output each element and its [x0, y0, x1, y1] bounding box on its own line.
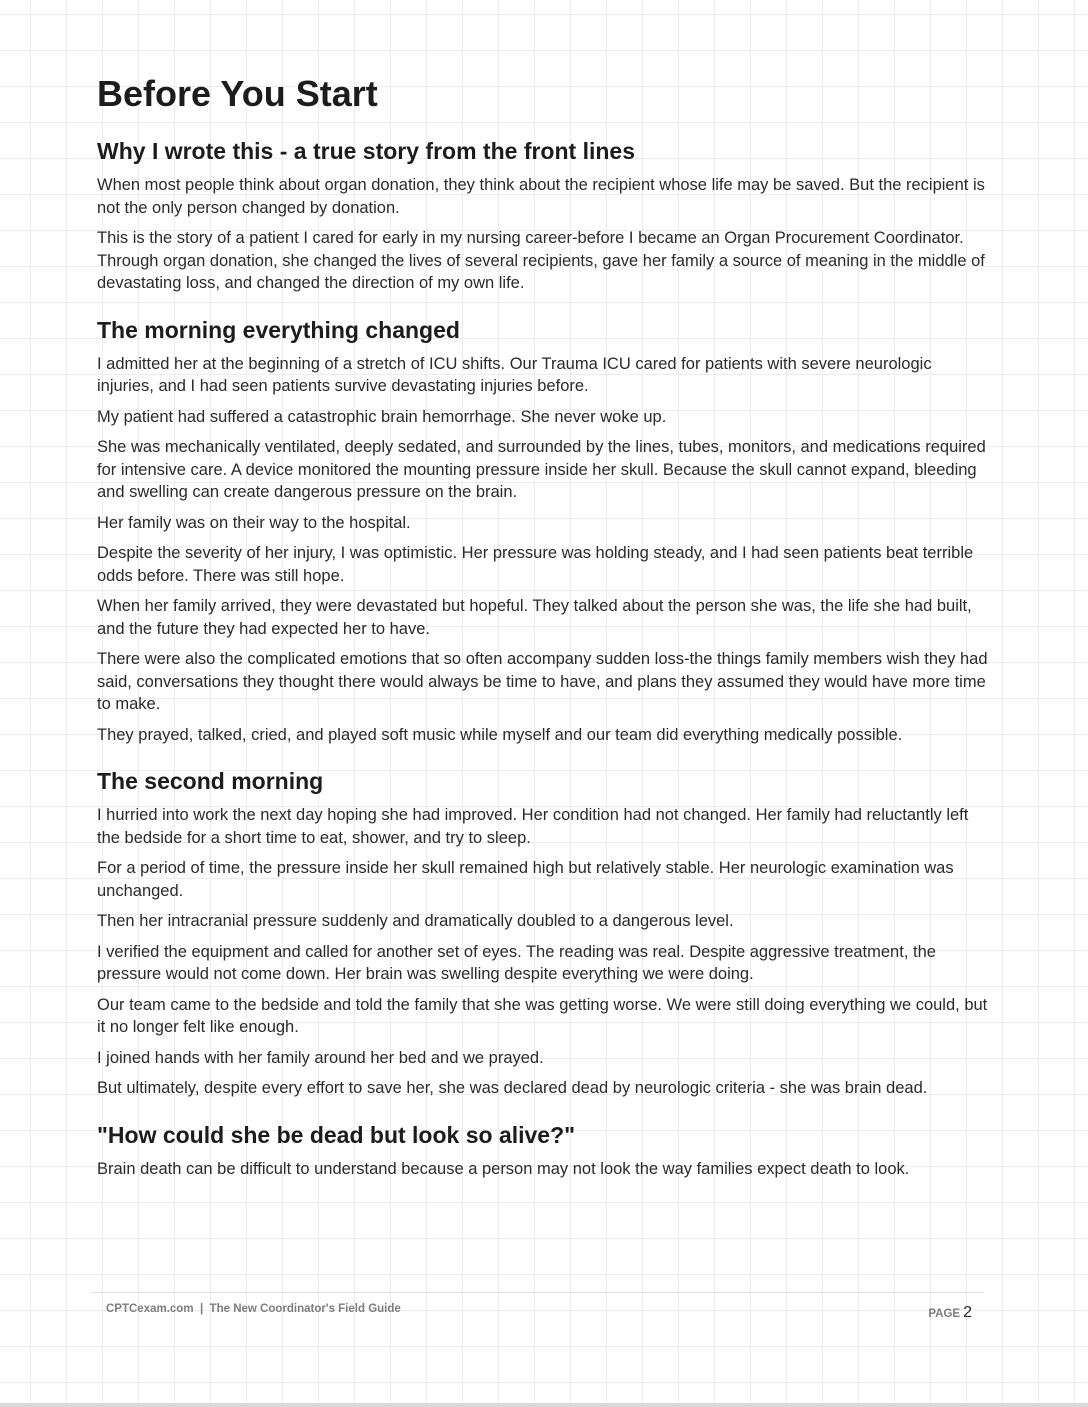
paragraph: When her family arrived, they were devastated but hopeful. They talked about the person she was, the life she had built, and the future they had expected her to have. [97, 597, 972, 638]
section-second-morning [97, 766, 989, 1100]
section-morning-everything-changed [97, 315, 989, 747]
paragraph: But ultimately, despite every effort to save her, she was declared dead by neurologic criteria - she was brain dead. [97, 1079, 928, 1097]
page-content [97, 70, 989, 1200]
paragraph: I hurried into work the next day hoping she had improved. Her condition had not changed. Her family had reluctantly left the bedside for a short time to eat, shower, and try to sleep. [97, 806, 969, 847]
paragraph: Brain death can be difficult to understand because a person may not look the way families expect death to look. [97, 1159, 910, 1178]
paragraph: There were also the complicated emotions that so often accompany sudden loss-the things family members wish they had said, conversations they thought there would always be time to have, and plans they assumed they would have more time to make. [97, 650, 988, 713]
paragraph: I admitted her at the beginning of a stretch of ICU shifts. Our Trauma ICU cared for patients with severe neurologic injuries, and I had seen patients survive devastating injuries before. [97, 354, 932, 395]
paragraph: I joined hands with her family around her bed and we prayed. [97, 1048, 544, 1067]
paragraph: For a period of time, the pressure inside her skull remained high but relatively stable. Her neurologic examination was unchanged. [97, 859, 954, 900]
section-heading: "How could she be dead but look so alive?" [97, 1121, 576, 1148]
section-heading: The second morning [97, 768, 324, 794]
page-number-label [928, 1304, 972, 1322]
paragraph: Then her intracranial pressure suddenly and dramatically doubled to a dangerous level. [97, 912, 734, 930]
paragraph: My patient had suffered a catastrophic brain hemorrhage. She never woke up. [97, 407, 667, 426]
paragraph: I verified the equipment and called for another set of eyes. The reading was real. Despite aggressive treatment, the pressure would not come down. Her brain was swelling despite everything we were doing. [97, 942, 936, 983]
paragraph: She was mechanically ventilated, deeply sedated, and surrounded by the lines, tubes, monitors, and medications required for intensive care. A device monitored the mounting pressure inside her skull. Because the skull cannot expand, bleeding and swelling can create dangerous pressure on the brain. [97, 438, 986, 501]
page-footer [92, 1292, 984, 1343]
section-heading: Why I wrote this - a true story from the front lines [97, 138, 635, 164]
paragraph: When most people think about organ donation, they think about the recipient whose life may be saved. But the recipient is not the only person changed by donation. [97, 176, 985, 217]
page-bottom-edge [0, 1403, 1088, 1407]
section-heading: The morning everything changed [97, 316, 460, 343]
paragraph: This is the story of a patient I cared for early in my nursing career-before I became an Organ Procurement Coordinator. Through organ donation, she changed the lives of several recipients, gave her family a source of meaning in the middle of devastating loss, and changed the direction of my own life. [97, 229, 985, 292]
paragraph: Our team came to the bedside and told the family that she was getting worse. We were still doing everything we could, but it no longer felt like enough. [97, 995, 988, 1036]
section-how-could-she-be-dead [97, 1120, 989, 1181]
page-label: PAGE [928, 1308, 961, 1320]
page-number: 2 [963, 1304, 972, 1321]
paragraph: Despite the severity of her injury, I was optimistic. Her pressure was holding steady, and I had seen patients beat terrible odds before. There was still hope. [97, 544, 974, 585]
page-title: Before You Start [97, 73, 378, 114]
section-why-i-wrote-this [97, 136, 989, 295]
paragraph: Her family was on their way to the hospital. [97, 513, 411, 532]
paragraph: They prayed, talked, cried, and played soft music while myself and our team did everything medically possible. [97, 725, 903, 744]
footer-source: CPTCexam.com | The New Coordinator's Field Guide [106, 1303, 401, 1315]
